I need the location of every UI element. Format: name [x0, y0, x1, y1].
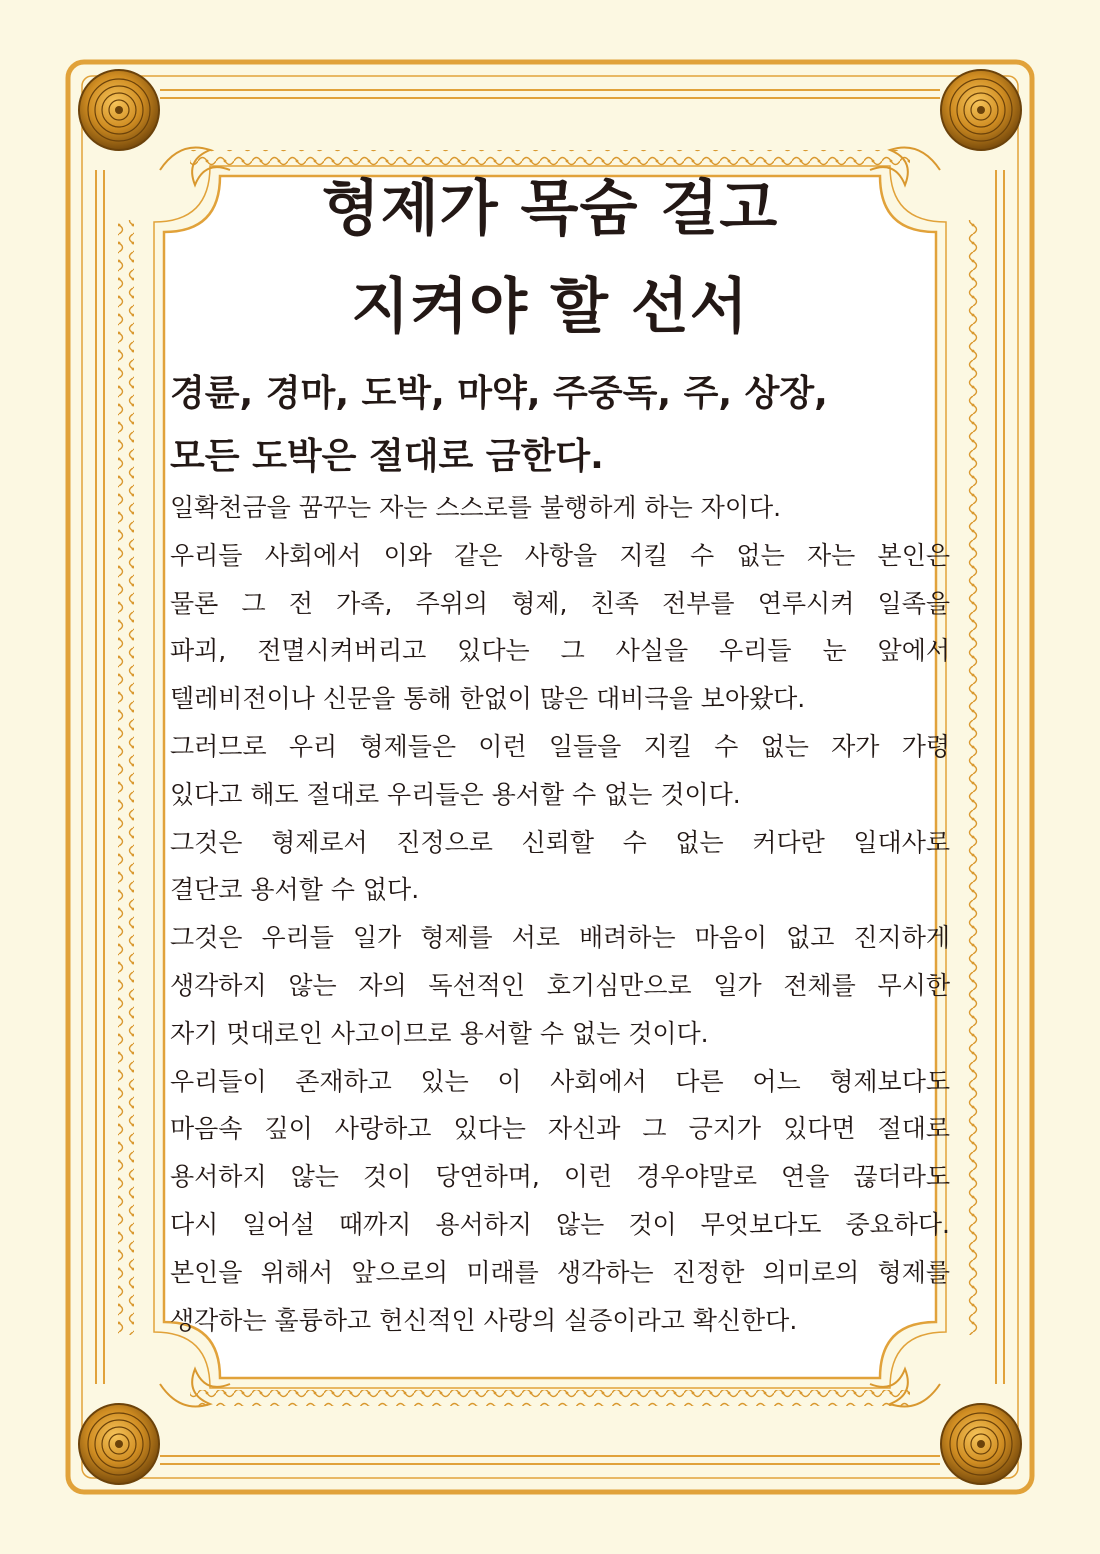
oath-body [170, 484, 950, 1344]
page-title [120, 160, 980, 356]
gold-concentric-circle-icon [79, 1404, 159, 1484]
title-line: 형제가 목숨 걸고 [321, 174, 779, 244]
body-line: 생각하지 않는 자의 독선적인 호기심만으로 일가 전체를 무시한 [170, 970, 950, 1000]
gold-concentric-circle-icon [941, 70, 1021, 150]
body-line: 물론 그 전 가족, 주위의 형제, 친족 전부를 연루시켜 일족을 [170, 588, 950, 618]
subtitle [170, 362, 970, 488]
body-line: 결단코 용서할 수 없다. [170, 875, 420, 905]
body-line: 일확천금을 꿈꾸는 자는 스스로를 불행하게 하는 자이다. [170, 493, 782, 522]
body-line: 용서하지 않는 것이 당연하며, 이런 경우야말로 연을 끊더라도 [170, 1162, 950, 1192]
body-line: 다시 일어설 때까지 용서하지 않는 것이 무엇보다도 중요하다. [170, 1209, 950, 1239]
subtitle-line: 모든 도박은 절대로 금한다. [170, 436, 604, 477]
body-line: 본인을 위해서 앞으로의 미래를 생각하는 진정한 의미로의 형제를 [170, 1257, 950, 1287]
body-line: 우리들이 존재하고 있는 이 사회에서 다른 어느 형제보다도 [170, 1066, 950, 1096]
gold-concentric-circle-icon [941, 1404, 1021, 1484]
body-line: 파괴, 전멸시켜버리고 있다는 그 사실을 우리들 눈 앞에서 [170, 636, 950, 666]
body-line: 그러므로 우리 형제들은 이런 일들을 지킬 수 없는 자가 가령 [170, 731, 950, 761]
body-line: 자기 멋대로인 사고이므로 용서할 수 없는 것이다. [170, 1018, 709, 1048]
body-line: 생각하는 훌륭하고 헌신적인 사랑의 실증이라고 확신한다. [170, 1305, 798, 1335]
body-line: 텔레비전이나 신문을 통해 한없이 많은 대비극을 보아왔다. [170, 684, 806, 714]
body-line: 그것은 형제로서 진정으로 신뢰할 수 없는 커다란 일대사로 [170, 827, 950, 857]
subtitle-line: 경륜, 경마, 도박, 마약, 주중독, 주, 상장, [170, 373, 828, 414]
gold-concentric-circle-icon [79, 70, 159, 150]
body-line: 그것은 우리들 일가 형제를 서로 배려하는 마음이 없고 진지하게 [170, 923, 950, 953]
title-line: 지켜야 할 선서 [351, 272, 749, 342]
body-line: 있다고 해도 절대로 우리들은 용서할 수 없는 것이다. [170, 779, 741, 809]
body-line: 우리들 사회에서 이와 같은 사항을 지킬 수 없는 자는 본인은 [170, 540, 950, 570]
body-line: 마음속 깊이 사랑하고 있다는 자신과 그 긍지가 있다면 절대로 [170, 1114, 950, 1144]
